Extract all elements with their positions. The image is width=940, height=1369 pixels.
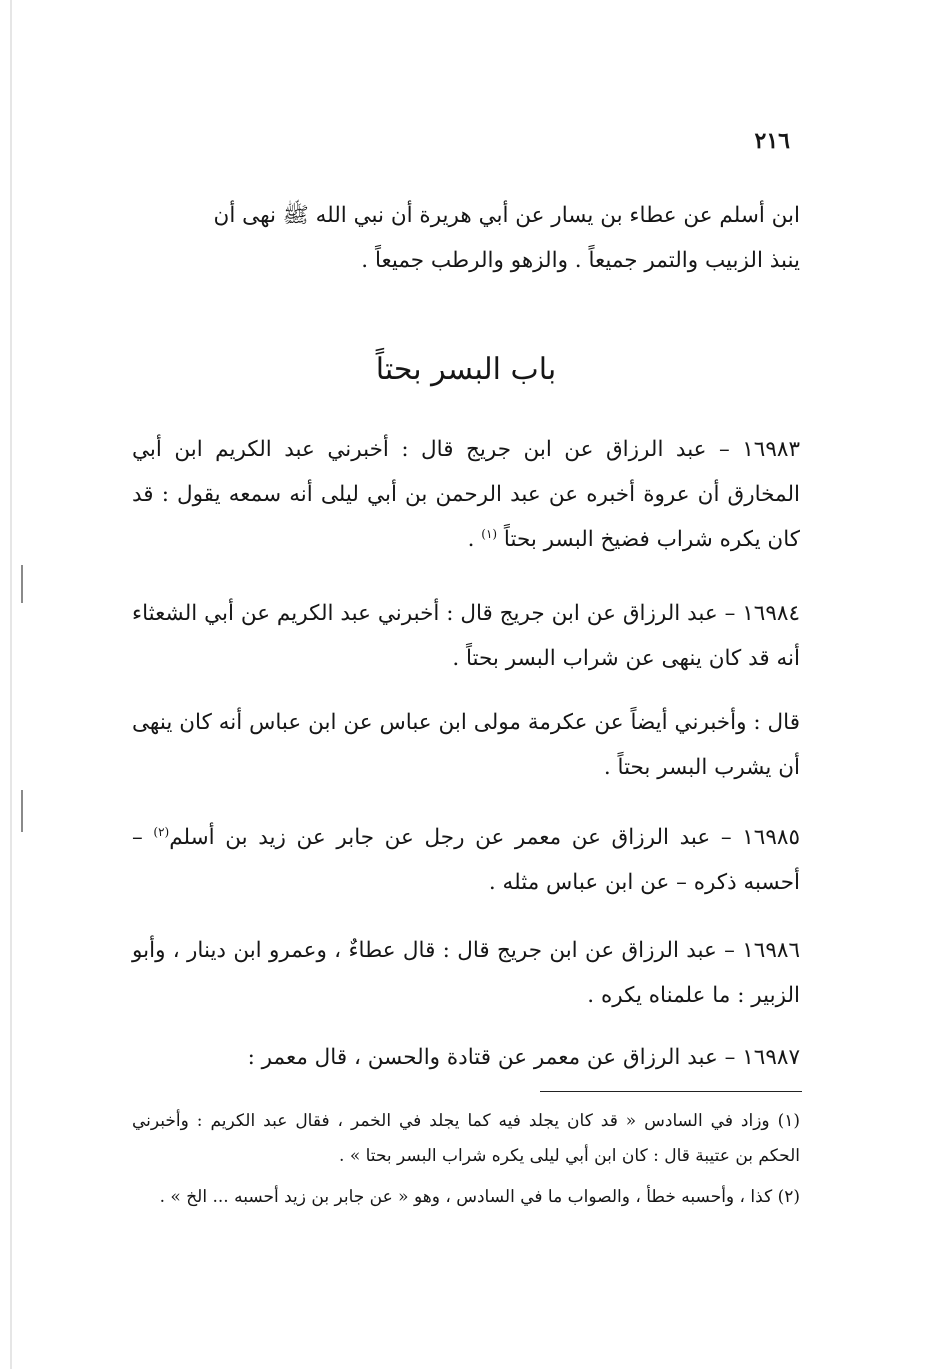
margin-mark — [21, 565, 23, 603]
hadith-entry — [132, 700, 800, 790]
hadith-entry — [132, 1035, 800, 1080]
entry-text: ١٦٩٨٦ – عبد الرزاق عن ابن جريج قال : قال عطاءٌ ، وعمرو ابن دينار ، وأبو الزبير : ما علمناه يكره . — [132, 938, 800, 1008]
scan-edge — [10, 0, 12, 1369]
page-number: ٢١٦ — [754, 128, 790, 154]
margin-mark — [21, 790, 23, 832]
entry-text: – أحسبه ذكره – عن ابن عباس مثله . — [132, 825, 800, 895]
footnote: (٢) كذا ، وأحسبه خطأ ، والصواب ما في السادس ، وهو « عن جابر بن زيد أحسبه ... الخ » . — [159, 1187, 800, 1207]
footnote-divider — [540, 1091, 802, 1092]
entry-text: ١٦٩٨٣ – عبد الرزاق عن ابن جريج قال : أخبرني عبد الكريم ابن أبي المخارق أن عروة أخبره عن عبد الرحمن بن أبي ليلى أنه سمعه يقول : قد كان يكره شراب فضيخ البسر بحتاً — [132, 437, 800, 552]
intro-line: ابن أسلم عن عطاء بن يسار عن أبي هريرة أن نبي الله ﷺ نهى أن — [213, 203, 800, 228]
entry-text: قال : وأخبرني أيضاً عن عكرمة مولى ابن عباس عن ابن عباس أنه كان ينهى أن يشرب البسر بحتاً . — [132, 710, 800, 780]
hadith-entry — [132, 928, 800, 1018]
entry-end: . — [467, 527, 475, 552]
section-title: باب البسر بحتاً — [375, 352, 557, 387]
footnote-ref: (٢) — [153, 824, 170, 839]
footnote-ref: (١) — [481, 526, 498, 541]
hadith-entry — [132, 815, 800, 905]
entry-text: ١٦٩٨٤ – عبد الرزاق عن ابن جريج قال : أخبرني عبد الكريم عن أبي الشعثاء أنه قد كان ينهى عن شراب البسر بحتاً . — [132, 601, 800, 671]
entry-text: ١٦٩٨٥ – عبد الرزاق عن معمر عن رجل عن جابر عن زيد بن أسلم — [169, 825, 800, 850]
hadith-entry — [132, 591, 800, 681]
entry-text: ١٦٩٨٧ – عبد الرزاق عن معمر عن قتادة والحسن ، قال معمر : — [247, 1045, 800, 1070]
intro-line: ينبذ الزبيب والتمر جميعاً . والزهو والرطب جميعاً . — [361, 248, 800, 273]
hadith-entry — [132, 427, 800, 562]
intro-paragraph — [132, 193, 800, 283]
footnote: (١) وزاد في السادس « قد كان يجلد فيه كما يجلد في الخمر ، فقال عبد الكريم : وأخبرني الحكم بن عتيبة قال : كان ابن أبي ليلى يكره شراب البسر بحتا » . — [132, 1111, 800, 1166]
